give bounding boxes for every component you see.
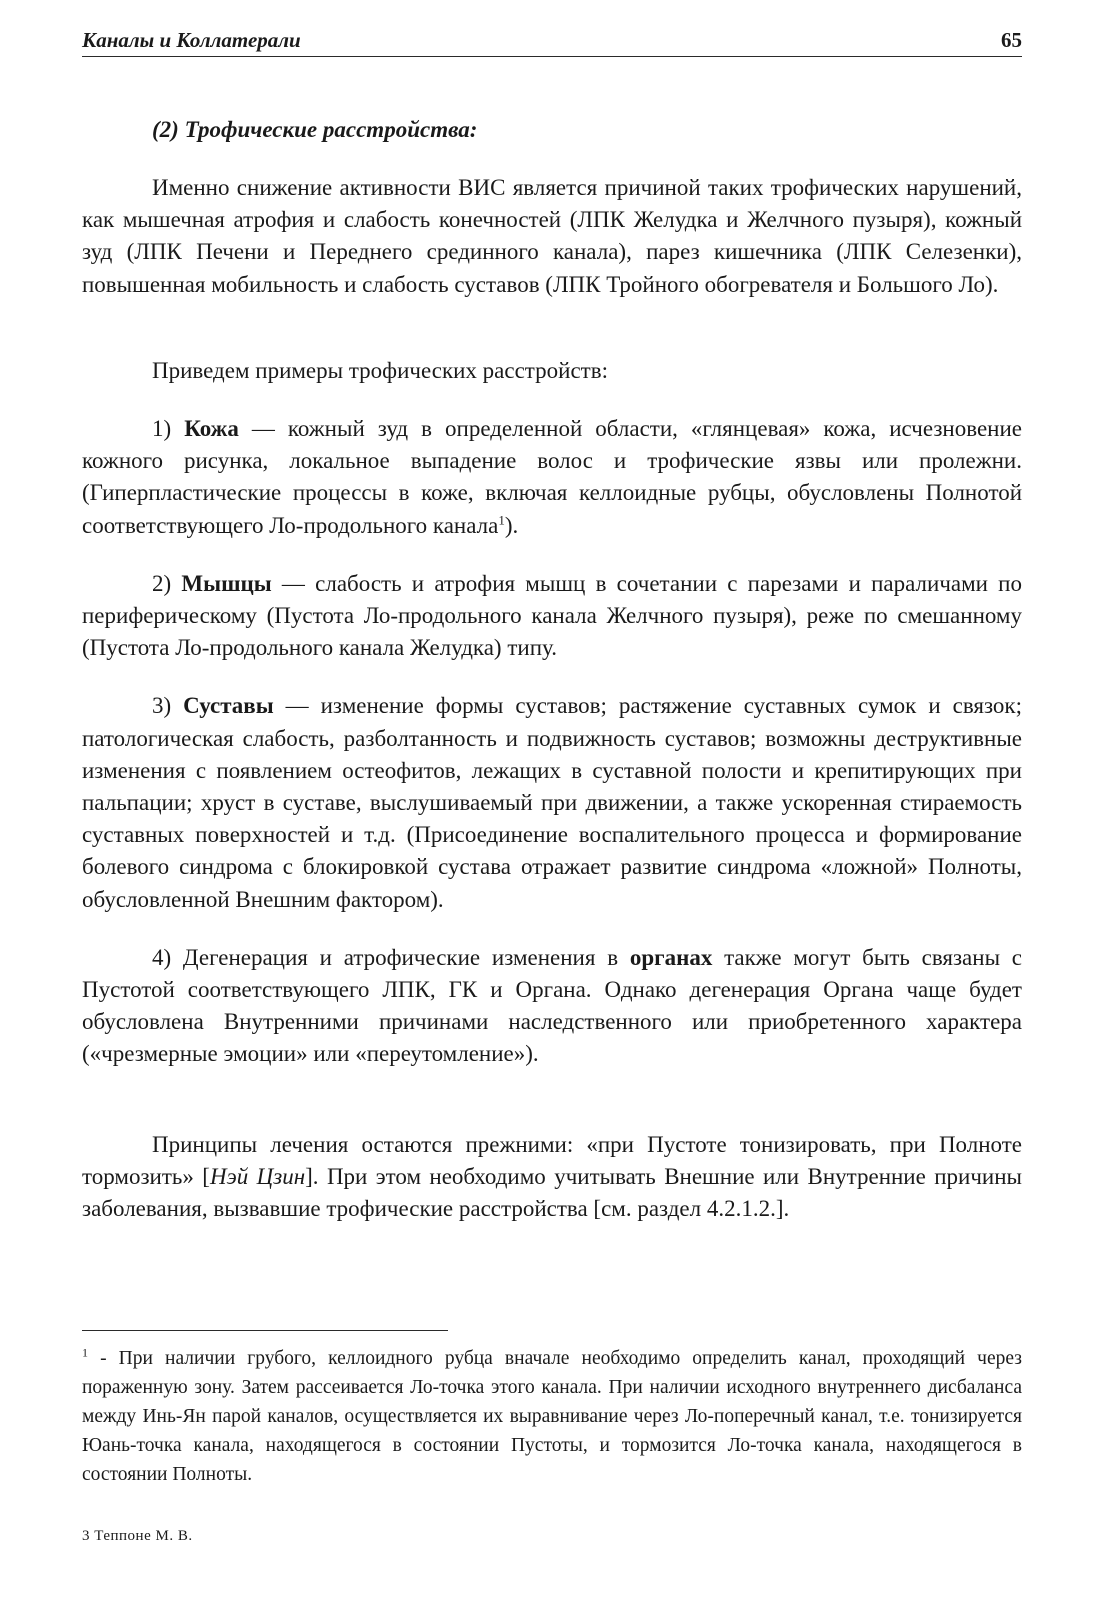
footnote xyxy=(82,1344,1022,1489)
footnote-text: - При наличии грубого, келлоидного рубца вначале необходимо определить канал, проходящий через пораженную зону. Затем рассеивается Ло-точка этого канала. При наличии исходного внутреннего дисбаланса между Инь-Ян парой каналов, осуществляется их выравнивание через Ло-поперечный канал, т.е. тонизируется Юань-точка канала, находящегося в состоянии Пустоты, и тормозится Ло-точка канала, находящегося в состоянии Полноты. xyxy=(82,1348,1022,1485)
item-term: Мышцы xyxy=(181,570,272,596)
page-number: 65 xyxy=(1001,28,1022,52)
footnote-reference[interactable]: 1 xyxy=(498,511,505,527)
intro-paragraph: Именно снижение активности ВИС является причиной таких трофических нарушений, как мышечная атрофия и слабость конечностей (ЛПК Желудка и Желчного пузыря), кожный зуд (ЛПК Печени и Переднего срединного канала), парез кишечника (ЛПК Селезенки), повышенная мобильность и слабость суставов (ЛПК Тройного обогревателя и Большого Ло). xyxy=(82,175,1022,297)
footnote-rule xyxy=(82,1330,448,1331)
item-text: — слабость и атрофия мышц в сочетании с парезами и параличами по периферическому (Пустота Ло-продольного канала Желчного пузыря), реже по смешанному (Пустота Ло-продольного канала Желудка) типу. xyxy=(82,570,1022,661)
principles-source: Нэй Цзин xyxy=(209,1163,306,1189)
item-skin xyxy=(82,413,1022,542)
section-heading: (2) Трофические расстройства: xyxy=(152,117,478,142)
running-title: Каналы и Коллатерали xyxy=(82,28,301,52)
item-text: — изменение формы суставов; растяжение суставных сумок и связок; патологическая слабость, разболтанность и подвижность суставов; возможны деструктивные изменения с появлением остеофитов, лежащих в суставной полости и крепитирующих при пальпации; хруст в суставе, выслушиваемый при движении, а также ускоренная стираемость суставных поверхностей и т.д. (Присоединение воспалительного процесса и формирование болевого синдрома с блокировкой сустава отражает развитие синдрома «ложной» Полноты, обусловленной Внешним фактором). xyxy=(82,693,1022,912)
body-text xyxy=(82,114,1022,1225)
item-text: — кожный зуд в определенной области, «глянцевая» кожа, исчезновение кожного рисунка, локальное выпадение волос и трофические язвы или пролежни. (Гиперпластические процессы в коже, включая келлоидные рубцы, обусловлены Полнотой соответствующего Ло-продольного канала xyxy=(82,416,1022,538)
principles-tail: ]. При этом необходимо учитывать Внешние или Внутренние причины заболевания, вызвавшие трофические расстройства [см. раздел 4.2.1.2.]. xyxy=(82,1163,1022,1222)
item-term: органах xyxy=(629,944,713,970)
signature-mark: 3 Теппоне М. В. xyxy=(82,1528,193,1544)
running-head xyxy=(82,26,1022,56)
item-number: 2) xyxy=(152,570,172,596)
item-term: Суставы xyxy=(183,693,274,719)
principles-lead: Принципы лечения остаются прежними: «при Пустоте тонизировать, при Полноте тормозить» [ xyxy=(82,1131,1022,1189)
item-number: 4) xyxy=(152,944,172,970)
item-term: Кожа xyxy=(184,416,239,442)
item-organs xyxy=(82,942,1022,1071)
item-muscles xyxy=(82,568,1022,665)
item-joints xyxy=(82,690,1022,915)
item-number: 3) xyxy=(152,693,172,719)
item-text: также могут быть связаны с Пустотой соответствующего ЛПК, ГК и Органа. Однако дегенерация Органа чаще будет обусловлена Внутренними причинами наследственного или приобретенного характера («чрезмерные эмоции» или «переутомление»). xyxy=(82,944,1023,1067)
item-text-tail: ). xyxy=(504,512,519,538)
item-number: 1) xyxy=(152,416,172,442)
examples-intro: Приведем примеры трофических расстройств: xyxy=(152,357,608,383)
item-text-lead: Дегенерация и атрофические изменения в xyxy=(171,944,630,970)
footnote-marker: 1 xyxy=(82,1345,88,1360)
treatment-principles xyxy=(82,1129,1022,1226)
header-rule xyxy=(82,56,1022,57)
